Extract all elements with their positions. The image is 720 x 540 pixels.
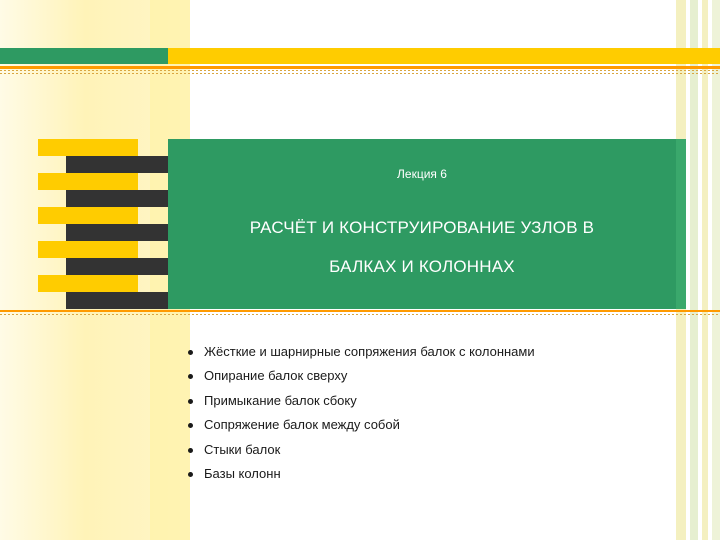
bullet-icon bbox=[188, 472, 193, 477]
topic-item bbox=[186, 364, 535, 388]
decor-key-yellow bbox=[38, 275, 138, 292]
bullet-icon bbox=[188, 350, 193, 355]
top-band-green bbox=[0, 48, 168, 64]
decor-key-dark bbox=[66, 224, 168, 241]
bullet-icon bbox=[188, 423, 193, 428]
top-band-yellow bbox=[168, 48, 720, 64]
title-block-edge bbox=[676, 139, 686, 309]
title-divider-line bbox=[0, 310, 720, 312]
decor-key-dark bbox=[66, 156, 168, 173]
slide-title-line-1: РАСЧЁТ И КОНСТРУИРОВАНИЕ УЗЛОВ В bbox=[249, 218, 595, 237]
bullet-icon bbox=[188, 374, 193, 379]
topic-text: Сопряжение балок между собой bbox=[204, 417, 400, 433]
decor-key-yellow bbox=[38, 173, 138, 190]
topic-item bbox=[186, 462, 535, 486]
topic-text: Базы колонн bbox=[204, 465, 281, 481]
decor-key-dark bbox=[66, 292, 168, 309]
lecture-label: Лекция 6 bbox=[397, 167, 447, 181]
decor-key-yellow bbox=[38, 207, 138, 224]
decor-key-yellow bbox=[38, 139, 138, 156]
topic-text: Стыки балок bbox=[204, 441, 281, 457]
topic-item bbox=[186, 389, 535, 413]
top-divider-line bbox=[0, 66, 720, 69]
right-decor-stripe bbox=[690, 0, 698, 540]
decor-key-dark bbox=[66, 190, 168, 207]
topic-item bbox=[186, 340, 535, 364]
topic-item bbox=[186, 438, 535, 462]
topic-text: Жёсткие и шарнирные сопряжения балок с колоннами bbox=[204, 344, 535, 359]
top-dotted-line bbox=[0, 73, 720, 74]
topic-item bbox=[186, 413, 535, 437]
topic-list bbox=[186, 340, 535, 486]
bullet-icon bbox=[188, 448, 193, 453]
right-decor-stripe bbox=[712, 0, 720, 540]
decor-key-dark bbox=[66, 258, 168, 275]
title-dotted-line bbox=[0, 314, 720, 315]
decor-key-yellow bbox=[38, 241, 138, 258]
topic-text: Примыкание балок сбоку bbox=[204, 392, 357, 408]
topic-text: Опирание балок сверху bbox=[204, 368, 348, 384]
right-decor-stripe bbox=[702, 0, 708, 540]
top-dotted-line bbox=[0, 70, 720, 71]
slide-title-line-2: БАЛКАХ И КОЛОННАХ bbox=[329, 257, 515, 276]
bullet-icon bbox=[188, 399, 193, 404]
